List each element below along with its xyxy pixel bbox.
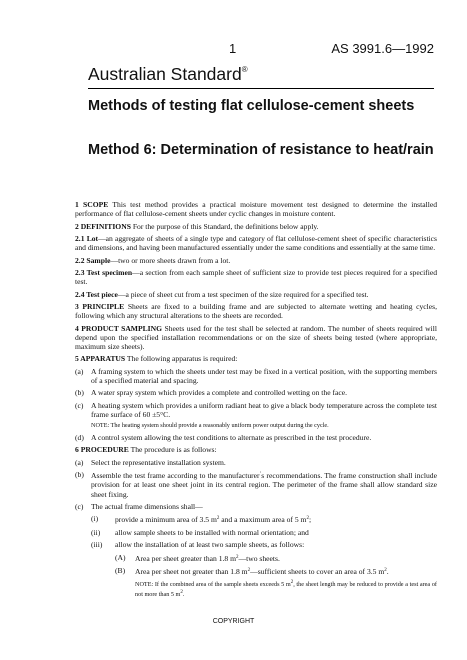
copyright-footer: COPYRIGHT (212, 618, 255, 625)
apparatus-item-d: (d) A control system allowing the test conditions to alternate as prescribed in the test procedure. (75, 433, 372, 443)
procedure-item-A: (A) Area per sheet greater than 1.8 $m^2—two$ sheets. (115, 552, 280, 563)
section-scope: 1 SCOPE This test method provides a practical moisture movement test designed to determine the installed performance of flat cellulose-cement sheets under cyclic changes in moisture content. (75, 200, 438, 219)
procedure-item-b: (b) Assemble the test frame according to the manufacturer’s recommendations. The frame construction shall include provision for at least one sheet joint in its central region. The perimeter of the frame shall allow standard size sheet fixing. (75, 470, 437, 499)
series-title: Methods of testing flat cellulose-cement sheets (88, 98, 415, 114)
brand-heading (88, 64, 248, 85)
procedure-item-c-ii: (ii) allow sample sheets to be installed with normal orientation; and (91, 527, 309, 537)
section-principle: 3 PRINCIPLE Sheets are fixed to a building frame and are subjected to alternate wetting and heating cycles, following which any structural alterations to the sheets are recorded. (75, 301, 437, 321)
definition-test-piece: 2.4 Test piece—a piece of sheet cut from a test specimen of the size required for a specified test. (75, 289, 369, 299)
apparatus-item-c: (c) A heating system which provides a uniform radiant heat to give a black body temperature across the complete test frame surface of 60 ±5°C. (75, 400, 437, 419)
section-product-sampling: 4 PRODUCT SAMPLING Sheets used for the test shall be selected at random. The number of sheets required will depend upon the specified installation recommendations or on the size of sheets being tested (where appropriate, maximum size sheets). (75, 323, 437, 351)
document-body (75, 200, 437, 602)
procedure-item-c-iii: (iii) allow the installation of at least two sample sheets, as follows: (91, 540, 305, 550)
apparatus-note: NOTE: The heating system should provide a reasonably uniform power output during the cycle. (91, 422, 329, 430)
page-number: 1 (229, 41, 237, 56)
definition-sample: 2.2 Sample—two or more sheets drawn from a lot. (75, 255, 231, 265)
section-apparatus: 5 APPARATUS The following apparatus is required: (75, 354, 238, 364)
definition-test-specimen: 2.3 Test specimen—a section from each sample sheet of sufficient size to provide test pieces required for a specified test. (75, 267, 437, 287)
apparatus-item-a: (a) A framing system to which the sheets under test may be fixed in a vertical position, with the supporting members of a specified material and spacing. (75, 366, 437, 385)
section-procedure: 6 PROCEDURE The procedure is as follows: (75, 445, 217, 455)
method-title: Method 6: Determination of resistance to heat/rain (88, 142, 434, 158)
brand-text: Australian Standard (88, 64, 242, 84)
procedure-item-c-i: (i) provide a minimum area of 3.5 $m^2$ and a maximum area of 5 $m^2$; (91, 514, 312, 525)
standard-number: AS 3991.6—1992 (331, 41, 434, 56)
registered-mark: ® (241, 65, 248, 74)
section-definitions: 2 DEFINITIONS For the purpose of this Standard, the definitions below apply. (75, 221, 319, 231)
definition-lot: 2.1 Lot—an aggregate of sheets of a single type and category of flat cellulose-cement sheet of specific characteristics and dimensions, and having been manufactured essentially under the same conditions and essentially at the same time. (75, 233, 437, 253)
procedure-item-c: (c) The actual frame dimensions shall— (75, 502, 203, 512)
apparatus-item-b: (b) A water spray system which provides a complete and controlled wetting on the face. (75, 388, 347, 398)
heading-rule (88, 88, 434, 89)
procedure-item-B: (B) Area per sheet not greater than 1.8 $m^2—sufficient$ sheets to cover an area of 3.5 $m^2$. (115, 566, 389, 577)
procedure-item-a: (a) Select the representative installation system. (75, 457, 226, 467)
procedure-note: NOTE: If the combined area of the sample sheets exceeds 5 $m^2$, the sheet length may be reduced to provide a test area of not more than 5 $m^2$. (135, 580, 437, 598)
